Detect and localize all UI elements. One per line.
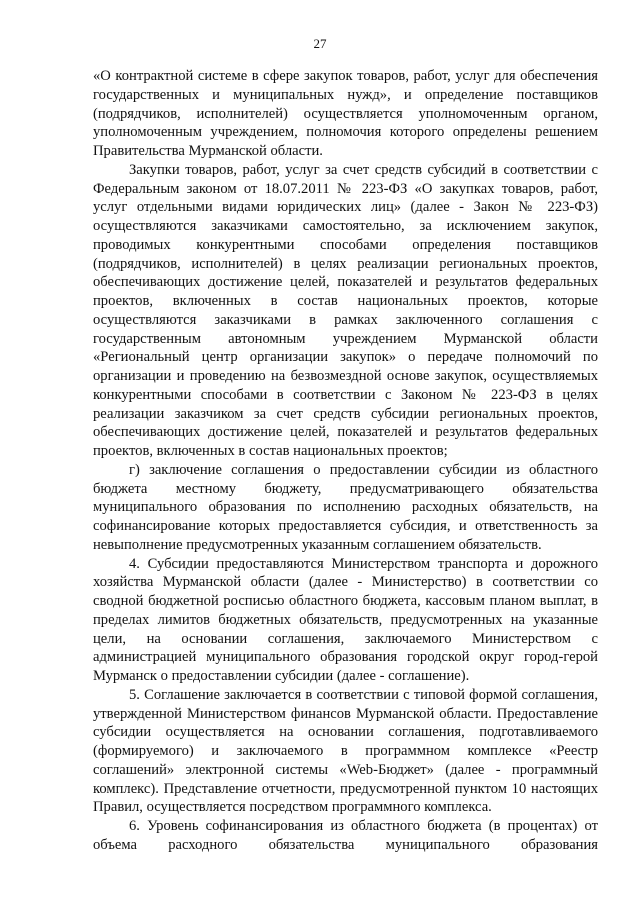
- paragraph-continuation: «О контрактной системе в сфере закупок товаров, работ, услуг для обеспечения государственных и муниципальных нужд», и определение поставщиков (подрядчиков, исполнителей) осуществляется уполномоченным органом, уполномоченным учреждением, полномочия которого определены решением Правительства Мурманской области.: [93, 68, 598, 159]
- paragraph-item-6: 6. Уровень софинансирования из областного бюджета (в процентах) от объема расходного обязательства муниципального образования: [93, 818, 598, 853]
- page-number: 27: [313, 36, 327, 51]
- document-body: [93, 67, 598, 855]
- paragraph-procurement: Закупки товаров, работ, услуг за счет средств субсидий в соответствии с Федеральным законом от 18.07.2011 № 223-ФЗ «О закупках товаров, работ, услуг отдельными видами юридических лиц» (далее - Закон № 223-ФЗ) осуществляются заказчиками самостоятельно, за исключением закупок, проводимых конкурентными способами определения поставщиков (подрядчиков, исполнителей) в целях реализации региональных проектов, обеспечивающих достижение целей, показателей и результатов федеральных проектов, включенных в состав национальных проектов, которые осуществляются заказчиками в рамках заключенного соглашения с государственным автономным учреждением Мурманской области «Региональный центр организации закупок» о передаче полномочий по организации и проведению на безвозмездной основе закупок, осуществляемых конкурентными способами в соответствии с Законом № 223-ФЗ в целях реализации заказчиком за счет средств субсидии региональных проектов, обеспечивающих достижение целей, показателей и результатов федеральных проектов, включенных в состав национальных проектов;: [93, 161, 598, 459]
- paragraph-item-g: г) заключение соглашения о предоставлении субсидии из областного бюджета местному бюджету, предусматривающего обязательства муниципального образования по исполнению расходных обязательств, на софинансирование которых предоставляется субсидия, и ответственность за невыполнение предусмотренных указанным соглашением обязательств.: [93, 461, 598, 553]
- paragraph-item-5: 5. Соглашение заключается в соответствии с типовой формой соглашения, утвержденной Министерством финансов Мурманской области. Предоставление субсидии осуществляется на основании соглашения, подготавливаемого (формируемого) и заключаемого в программном комплексе «Реестр соглашений» электронной системы «Web-Бюджет» (далее - программный комплекс). Представление отчетности, предусмотренной пунктом 10 настоящих Правил, осуществляется посредством программного комплекса.: [93, 686, 598, 816]
- paragraph-item-4: 4. Субсидии предоставляются Министерством транспорта и дорожного хозяйства Мурманской области (далее - Министерство) в соответствии со сводной бюджетной росписью областного бюджета, кассовым планом выплат, в пределах лимитов бюджетных обязательств, предусмотренных на указанные цели, на основании соглашения, заключаемого Министерством с администрацией муниципального образования городской округ город-герой Мурманск о предоставлении субсидии (далее - соглашение).: [93, 555, 598, 684]
